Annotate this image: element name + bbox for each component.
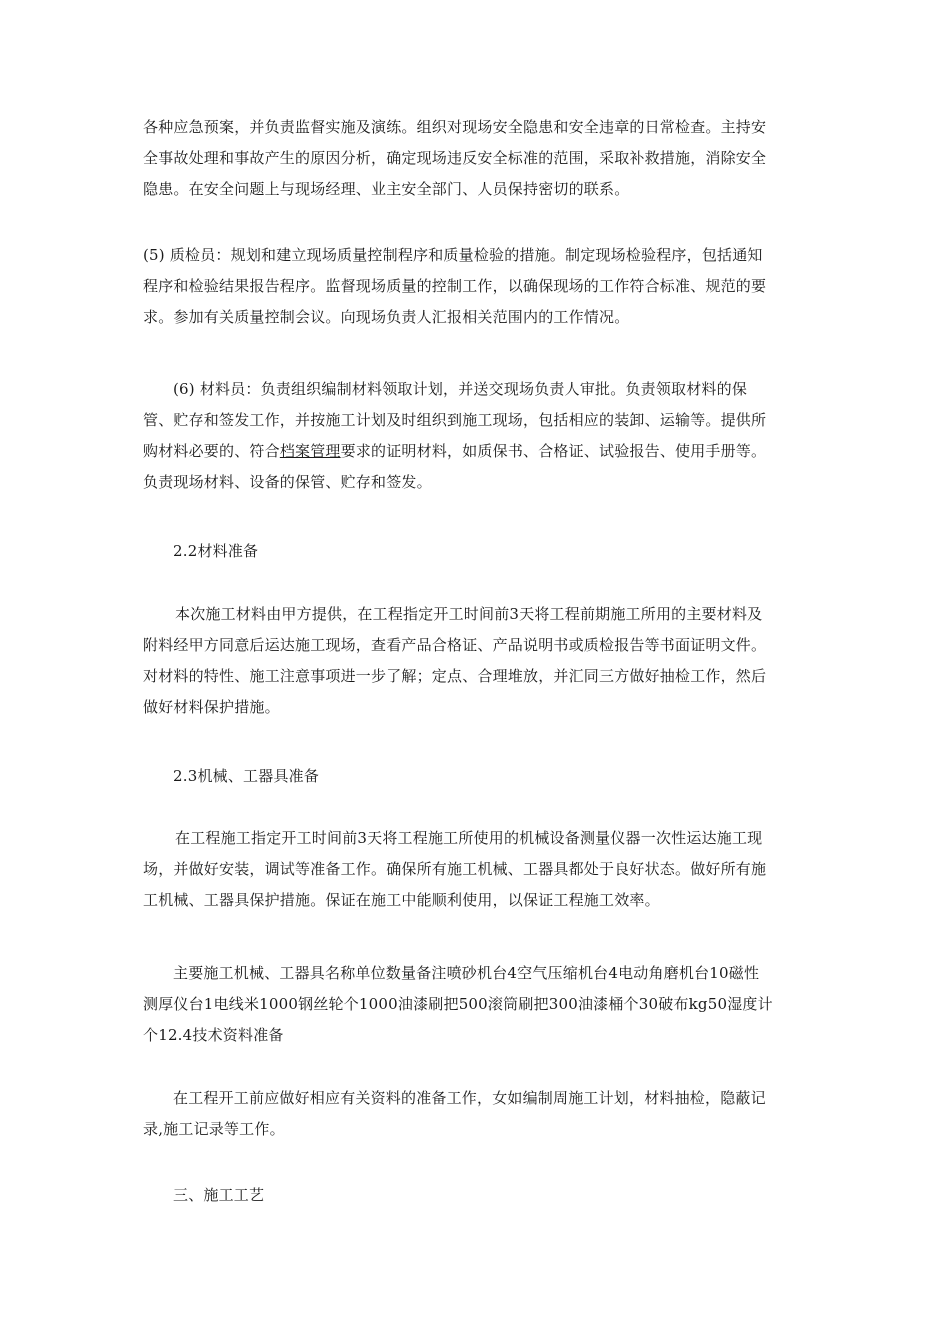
text-line: 负责现场材料、设备的保管、贮存和签发。 xyxy=(143,473,432,491)
paragraph-safety-officer xyxy=(143,112,811,205)
text-line: 个12.4技术资料准备 xyxy=(143,1026,284,1044)
text-fragment: 购材料必要的、符合 xyxy=(143,442,280,460)
paragraph-machinery-prep xyxy=(143,823,811,916)
text-line: 本次施工材料由甲方提供，在工程指定开工时间前3天将工程前期施工所用的主要材料及 xyxy=(175,605,763,623)
heading-2-2 xyxy=(143,536,811,567)
text-line xyxy=(143,436,811,467)
paragraph-material-officer xyxy=(143,374,811,498)
text-line: (5) 质检员：规划和建立现场质量控制程序和质量检验的措施。制定现场检验程序，包括通知 xyxy=(143,246,763,264)
text-line: 附料经甲方同意后运达施工现场，查看产品合格证、产品说明书或质检报告等书面证明文件。 xyxy=(143,636,767,654)
heading-3 xyxy=(143,1180,811,1211)
text-line: 在工程开工前应做好相应有关资料的准备工作，女如编制周施工计划，材料抽检，隐蔽记 xyxy=(173,1089,766,1107)
text-line: 做好材料保护措施。 xyxy=(143,698,280,716)
text-line: 隐患。在安全问题上与现场经理、业主安全部门、人员保持密切的联系。 xyxy=(143,180,630,198)
text-line: 各种应急预案，并负责监督实施及演练。组织对现场安全隐患和安全违章的日常检查。主持安 xyxy=(143,118,767,136)
paragraph-technical-docs xyxy=(143,1083,811,1145)
text-line: 全事故处理和事故产生的原因分析，确定现场违反安全标准的范围，采取补救措施，消除安全 xyxy=(143,149,767,167)
text-line: 程序和检验结果报告程序。监督现场质量的控制工作，以确保现场的工作符合标准、规范的要 xyxy=(143,277,767,295)
paragraph-material-prep xyxy=(143,599,811,723)
text-line: 在工程施工指定开工时间前3天将工程施工所使用的机械设备测量仪器一次性运达施工现 xyxy=(175,829,763,847)
section-heading: 三、施工工艺 xyxy=(173,1186,265,1204)
archive-management-link[interactable]: 档案管理 xyxy=(279,442,341,460)
text-line: 录,施工记录等工作。 xyxy=(143,1120,285,1138)
text-line: 测厚仪台1电线米1000钢丝轮个1000油漆刷把500滚筒刷把300油漆桶个30破布kg50湿度计 xyxy=(143,995,773,1013)
text-line: 对材料的特性、施工注意事项进一步了解；定点、合理堆放，并汇同三方做好抽检工作，然后 xyxy=(143,667,767,685)
text-line: (6) 材料员：负责组织编制材料领取计划，并送交现场负责人审批。负责领取材料的保 xyxy=(173,380,748,398)
text-line: 工机械、工器具保护措施。保证在施工中能顺利使用，以保证工程施工效率。 xyxy=(143,891,660,909)
text-line: 场，并做好安装，调试等准备工作。确保所有施工机械、工器具都处于良好状态。做好所有施 xyxy=(143,860,767,878)
section-heading: 2.2材料准备 xyxy=(173,542,259,560)
paragraph-quality-inspector xyxy=(143,240,811,333)
text-line: 求。参加有关质量控制会议。向现场负责人汇报相关范围内的工作情况。 xyxy=(143,308,630,326)
text-line: 管、贮存和签发工作，并按施工计划及时组织到施工现场，包括相应的装卸、运输等。提供所 xyxy=(143,411,767,429)
heading-2-3 xyxy=(143,761,811,792)
text-fragment: 要求的证明材料，如质保书、合格证、试验报告、使用手册等。 xyxy=(340,442,767,460)
text-line: 主要施工机械、工器具名称单位数量备注喷砂机台4空气压缩机台4电动角磨机台10磁性 xyxy=(173,964,760,982)
paragraph-equipment-list xyxy=(143,958,811,1051)
section-heading: 2.3机械、工器具准备 xyxy=(173,767,320,785)
